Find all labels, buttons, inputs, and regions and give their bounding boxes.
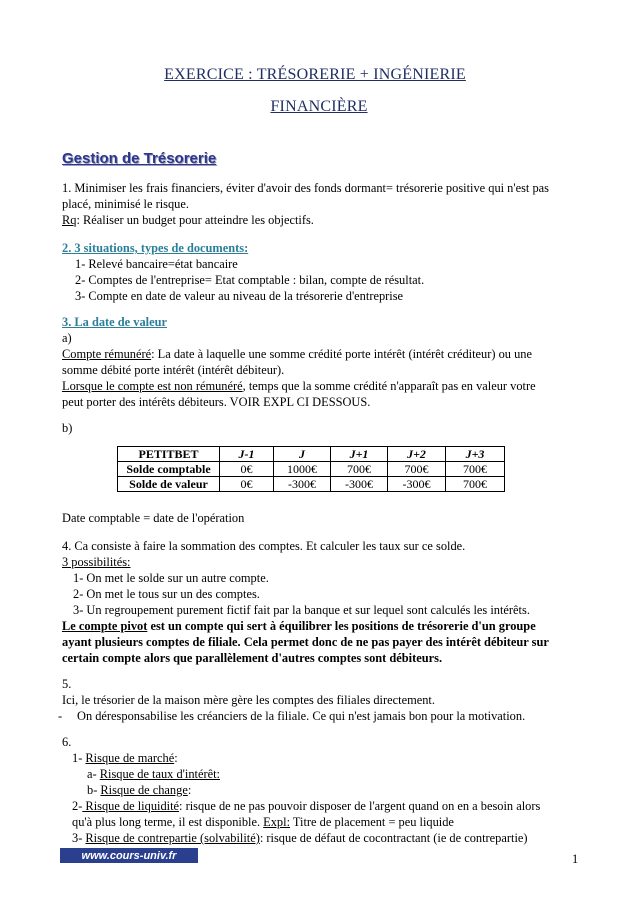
table-cell: -300€ — [274, 477, 331, 492]
paragraph-1-line-1: 1. Minimiser les frais financiers, éviter d'avoir des fonds dormant= trésorerie positive qui n'est pas — [62, 181, 549, 195]
risk-text: qu'à plus long terme, il est disponible. — [72, 815, 264, 829]
page-number: 1 — [572, 852, 579, 866]
pivot-label: Le compte pivot — [62, 619, 148, 633]
section-4-possibilites: 3 possibilités: — [62, 555, 131, 569]
list-suffix: : — [187, 783, 192, 797]
pivot-line-1 — [62, 618, 536, 634]
list-item: 3- Compte en date de valeur au niveau de la trésorerie d'entreprise — [75, 289, 404, 303]
section-5-line-2: On déresponsabilise les créanciers de la filiale. Ce qui n'est jamais bon pour la motivation. — [77, 709, 526, 723]
remark-line — [62, 212, 314, 228]
section-5-number: 5. — [62, 677, 72, 691]
section-3-a: a) — [62, 331, 72, 345]
section-heading: Gestion de Trésorerie — [62, 150, 217, 167]
list-prefix: 1- — [72, 751, 86, 765]
pivot-text: est un compte qui sert à équilibrer les positions de trésorerie d'un groupe — [147, 619, 536, 633]
pivot-line-3: certain compte alors que parallèlement d'autres comptes sont débiteurs. — [62, 651, 443, 665]
table-cell: 0€ — [220, 462, 274, 477]
risk-item-liquidity — [72, 798, 540, 814]
footer-logo[interactable]: www.cours-univ.fr — [60, 848, 198, 863]
table-header-cell: J — [274, 447, 331, 462]
value-date-table — [117, 446, 505, 492]
example-label: Expl: — [263, 815, 291, 829]
risk-label: Risque de marché — [85, 751, 175, 765]
table-header-cell: PETITBET — [118, 447, 220, 462]
section-5-line-1: Ici, le trésorier de la maison mère gère les comptes des filiales directement. — [62, 693, 435, 707]
list-item: 3- Un regroupement purement fictif fait par la banque et sur lequel sont calculés les intérêts. — [73, 603, 530, 617]
risk-item-liquidity-line-2 — [72, 814, 454, 830]
non-remunere-line-2: peut porter des intérêts débiteurs. VOIR EXPL CI DESSOUS. — [62, 395, 371, 409]
table-row — [118, 462, 505, 477]
paragraph-1-line-2: placé, minimisé le risque. — [62, 197, 189, 211]
section-2-heading: 2. 3 situations, types de documents: — [62, 241, 249, 255]
list-item: 2- Comptes de l'entreprise= Etat comptable : bilan, compte de résultat. — [75, 273, 425, 287]
page-title: EXERCICE : TRÉSORERIE + INGÉNIERIE — [164, 66, 466, 83]
list-prefix: a- — [87, 767, 100, 781]
risk-item-rate — [87, 766, 220, 782]
pivot-line-2: ayant plusieurs comptes de filiale. Cela permet donc de ne pas payer des intérêt débiteur sur — [62, 635, 549, 649]
list-prefix: 2- — [72, 799, 83, 813]
table-row — [118, 477, 505, 492]
risk-label: Risque de change — [100, 783, 188, 797]
list-item: 1- On met le solde sur un autre compte. — [73, 571, 269, 585]
non-remunere-label: Lorsque le compte est non rémunéré — [62, 379, 243, 393]
non-remunere-line — [62, 378, 536, 394]
table-header-cell: J+1 — [331, 447, 388, 462]
table-cell: -300€ — [331, 477, 388, 492]
date-comptable-line: Date comptable = date de l'opération — [62, 511, 245, 525]
bullet-dash: - — [58, 709, 63, 723]
table-cell: 1000€ — [274, 462, 331, 477]
compte-remunere-text: : La date à laquelle une somme crédité porte intérêt (intérêt créditeur) ou une — [151, 347, 532, 361]
table-cell: 700€ — [331, 462, 388, 477]
risk-label: Risque de contrepartie (solvabilité) — [85, 831, 260, 845]
risk-text: Titre de placement = peu liquide — [290, 815, 454, 829]
table-header-row — [118, 447, 505, 462]
list-prefix: b- — [87, 783, 101, 797]
remark-label: Rq — [62, 213, 77, 227]
table-cell: 700€ — [446, 462, 505, 477]
table-header-cell: J+3 — [446, 447, 505, 462]
section-4-line: 4. Ca consiste à faire la sommation des comptes. Et calculer les taux sur ce solde. — [62, 539, 466, 553]
risk-text: : risque de défaut de cocontractant (ie de contrepartie) — [259, 831, 528, 845]
section-3-b: b) — [62, 421, 73, 435]
table-header-cell: J+2 — [388, 447, 446, 462]
risk-item-market — [72, 750, 178, 766]
table-cell: -300€ — [388, 477, 446, 492]
compte-remunere-line-2: somme débité porte intérêt (intérêt débiteur). — [62, 363, 285, 377]
table-row-label: Solde de valeur — [118, 477, 220, 492]
risk-label: Risque de taux d'intérêt: — [99, 767, 220, 781]
table-header-cell: J-1 — [220, 447, 274, 462]
risk-item-counterparty — [72, 830, 528, 846]
list-item: 2- On met le tous sur un des comptes. — [73, 587, 260, 601]
risk-label: Risque de liquidité — [82, 799, 180, 813]
non-remunere-text: , temps que la somme crédité n'apparaît pas en valeur votre — [242, 379, 536, 393]
table-row-label: Solde comptable — [118, 462, 220, 477]
section-3-heading: 3. La date de valeur — [62, 315, 167, 329]
compte-remunere-label: Compte rémunéré — [62, 347, 152, 361]
remark-text: : Réaliser un budget pour atteindre les objectifs. — [76, 213, 314, 227]
risk-item-change — [87, 782, 191, 798]
compte-remunere-line — [62, 346, 532, 362]
table-cell: 0€ — [220, 477, 274, 492]
section-6-number: 6. — [62, 735, 72, 749]
table-cell: 700€ — [446, 477, 505, 492]
list-item: 1- Relevé bancaire=état bancaire — [75, 257, 238, 271]
risk-text: : risque de ne pas pouvoir disposer de l'argent quand on en a besoin alors — [179, 799, 541, 813]
list-suffix: : — [174, 751, 178, 765]
table-cell: 700€ — [388, 462, 446, 477]
page-title-line2: FINANCIÈRE — [270, 98, 368, 115]
list-prefix: 3- — [72, 831, 86, 845]
